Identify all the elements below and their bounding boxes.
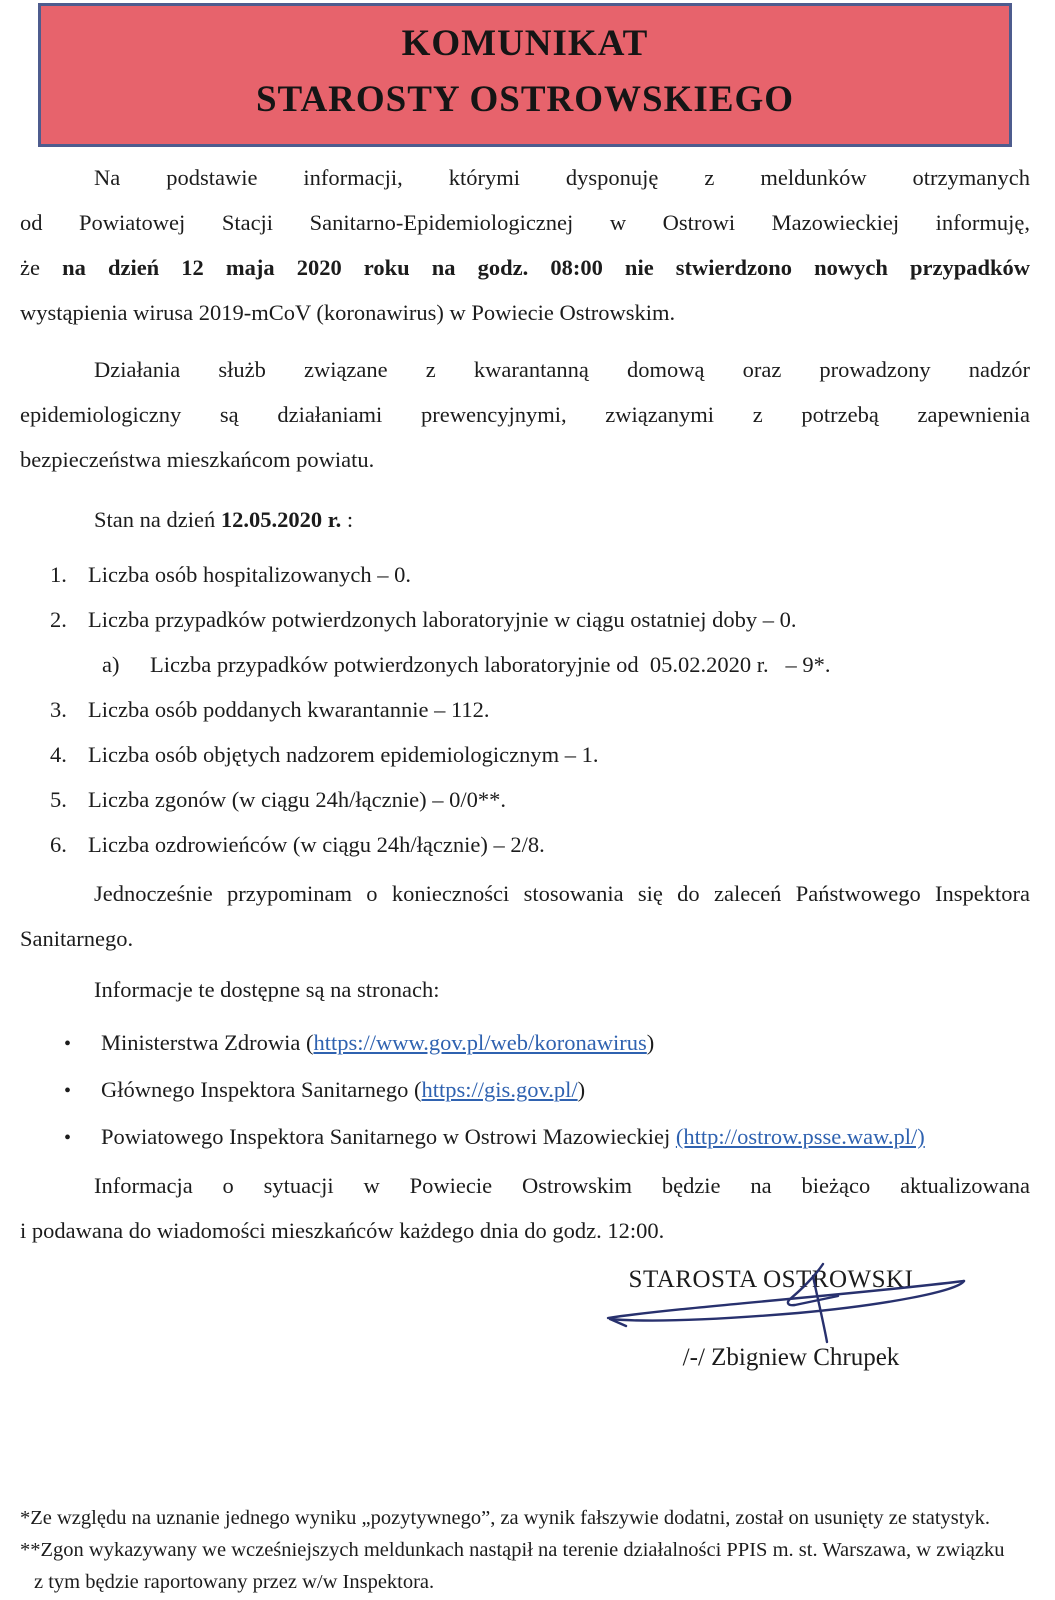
list-item-text: Liczba przypadków potwierdzonych laboratoryjnie od 05.02.2020 r. – 9*. — [150, 652, 831, 677]
bullet-item — [20, 1067, 1030, 1114]
list-item-text: Liczba osób hospitalizowanych – 0. — [88, 562, 412, 587]
footnotes — [20, 1502, 1030, 1598]
list-item — [20, 732, 1030, 777]
list-marker: 3. — [50, 697, 67, 722]
list-marker: 2. — [50, 607, 67, 632]
text-run: ) — [577, 1077, 586, 1102]
document-content — [0, 3, 1055, 1598]
text-run: Sanitarnego. — [20, 926, 134, 951]
paragraph-intro — [20, 155, 1030, 335]
text-run: Głównego Inspektora Sanitarnego ( — [101, 1077, 422, 1102]
text-line — [20, 290, 1030, 335]
paragraph-reminder — [20, 871, 1030, 961]
text-run: Jednocześnie przypominam o konieczności stosowania się do zaleceń Państwowego Inspektora — [94, 881, 1030, 906]
text-run: Powiatowego Inspektora Sanitarnego w Ostrowi Mazowieckiej — [101, 1124, 676, 1149]
text-run: wystąpienia wirusa 2019-mCoV (koronawirus) w Powiecie Ostrowskim. — [20, 300, 676, 325]
banner-title-line1: KOMUNIKAT — [401, 23, 649, 64]
list-marker: 5. — [50, 787, 67, 812]
text-run: i podawana do wiadomości mieszkańców każdego dnia do godz. 12:00. — [20, 1218, 665, 1243]
bullet-item — [20, 1114, 1030, 1161]
list-item-text: Liczba osób objętych nadzorem epidemiologicznym – 1. — [88, 742, 599, 767]
text-run: Stan na dzień — [94, 507, 221, 532]
text-line — [20, 200, 1030, 245]
sources-intro — [20, 967, 1030, 1012]
signature-title: STAROSTA OSTROWSKI — [628, 1266, 914, 1293]
source-links — [20, 1020, 1030, 1161]
bullet-icon: • — [64, 1127, 72, 1149]
list-marker: 1. — [50, 562, 67, 587]
text-run: epidemiologiczny są działaniami prewencyjnymi, związanymi z potrzebą zapewnienia — [20, 402, 1030, 427]
text-line — [20, 871, 1030, 916]
list-item — [20, 777, 1030, 822]
text-line — [20, 916, 1030, 961]
text-run: bezpieczeństwa mieszkańcom powiatu. — [20, 447, 375, 472]
bullet-item — [20, 1020, 1030, 1067]
text-run: Na podstawie informacji, którymi dysponuję z meldunków otrzymanych — [94, 165, 1030, 190]
text-line — [20, 437, 1030, 482]
text-line — [20, 1534, 1030, 1566]
text-line — [20, 1566, 1030, 1598]
text-line — [20, 967, 1030, 1012]
list-marker: a) — [102, 652, 120, 677]
text-run: 12.05.2020 r. — [220, 507, 342, 532]
text-run: **Zgon wykazywany we wcześniejszych meldunkach nastąpił na terenie działalności PPIS m. st. Warszawa, w związku — [20, 1539, 1005, 1561]
text-line — [20, 392, 1030, 437]
text-run: Działania służb związane z kwarantanną domową oraz prowadzony nadzór — [94, 357, 1030, 382]
bullet-icon: • — [64, 1080, 72, 1102]
list-item-text: Liczba ozdrowieńców (w ciągu 24h/łącznie) – 2/8. — [88, 832, 545, 857]
list-item — [20, 642, 1030, 687]
list-item — [20, 687, 1030, 732]
paragraph-update — [20, 1163, 1030, 1253]
case-list — [20, 552, 1030, 867]
paragraph-actions — [20, 347, 1030, 482]
list-item — [20, 597, 1030, 642]
text-run: ) — [646, 1030, 655, 1055]
signature-block — [611, 1257, 931, 1380]
hyperlink[interactable]: https://gis.gov.pl/ — [421, 1077, 578, 1102]
text-line — [20, 1163, 1030, 1208]
list-item — [20, 552, 1030, 597]
list-marker: 6. — [50, 832, 67, 857]
list-item-text: Liczba przypadków potwierdzonych laboratoryjnie w ciągu ostatniej doby – 0. — [88, 607, 797, 632]
text-run: od Powiatowej Stacji Sanitarno-Epidemiologicznej w Ostrowi Mazowieckiej informuję, — [20, 210, 1030, 235]
text-run: na dzień 12 maja 2020 roku na godz. 08:00 nie stwierdzono nowych przypadków — [62, 255, 1030, 280]
list-marker: 4. — [50, 742, 67, 767]
list-item-text: Liczba zgonów (w ciągu 24h/łącznie) – 0/0**. — [88, 787, 506, 812]
text-line — [20, 347, 1030, 392]
text-run: : — [341, 507, 354, 532]
bullet-icon: • — [64, 1033, 72, 1055]
text-run: *Ze względu na uznanie jednego wyniku „pozytywnego”, za wynik fałszywie dodatni, został on usunięty ze statystyk. — [20, 1507, 991, 1529]
list-item — [20, 822, 1030, 867]
text-line — [20, 1502, 1030, 1534]
banner-title-line2: STAROSTY OSTROWSKIEGO — [255, 79, 795, 120]
header-banner — [38, 3, 1012, 147]
text-run: z tym będzie raportowany przez w/w Inspektora. — [34, 1571, 435, 1593]
hyperlink[interactable]: (http://ostrow.psse.waw.pl/) — [675, 1124, 925, 1149]
text-run: Ministerstwa Zdrowia ( — [101, 1030, 314, 1055]
hyperlink[interactable]: https://www.gov.pl/web/koronawirus — [313, 1030, 647, 1055]
text-run: Informacje te dostępne są na stronach: — [94, 977, 440, 1002]
text-line — [20, 245, 1030, 290]
status-line — [20, 497, 1030, 542]
text-line — [20, 497, 1030, 542]
text-line — [20, 1208, 1030, 1253]
list-item-text: Liczba osób poddanych kwarantannie – 112. — [88, 697, 490, 722]
text-line — [20, 155, 1030, 200]
text-run: że — [20, 255, 63, 280]
text-run: Informacja o sytuacji w Powiecie Ostrowskim będzie na bieżąco aktualizowana — [94, 1173, 1030, 1198]
signature-name: /-/ Zbigniew Chrupek — [682, 1344, 900, 1371]
